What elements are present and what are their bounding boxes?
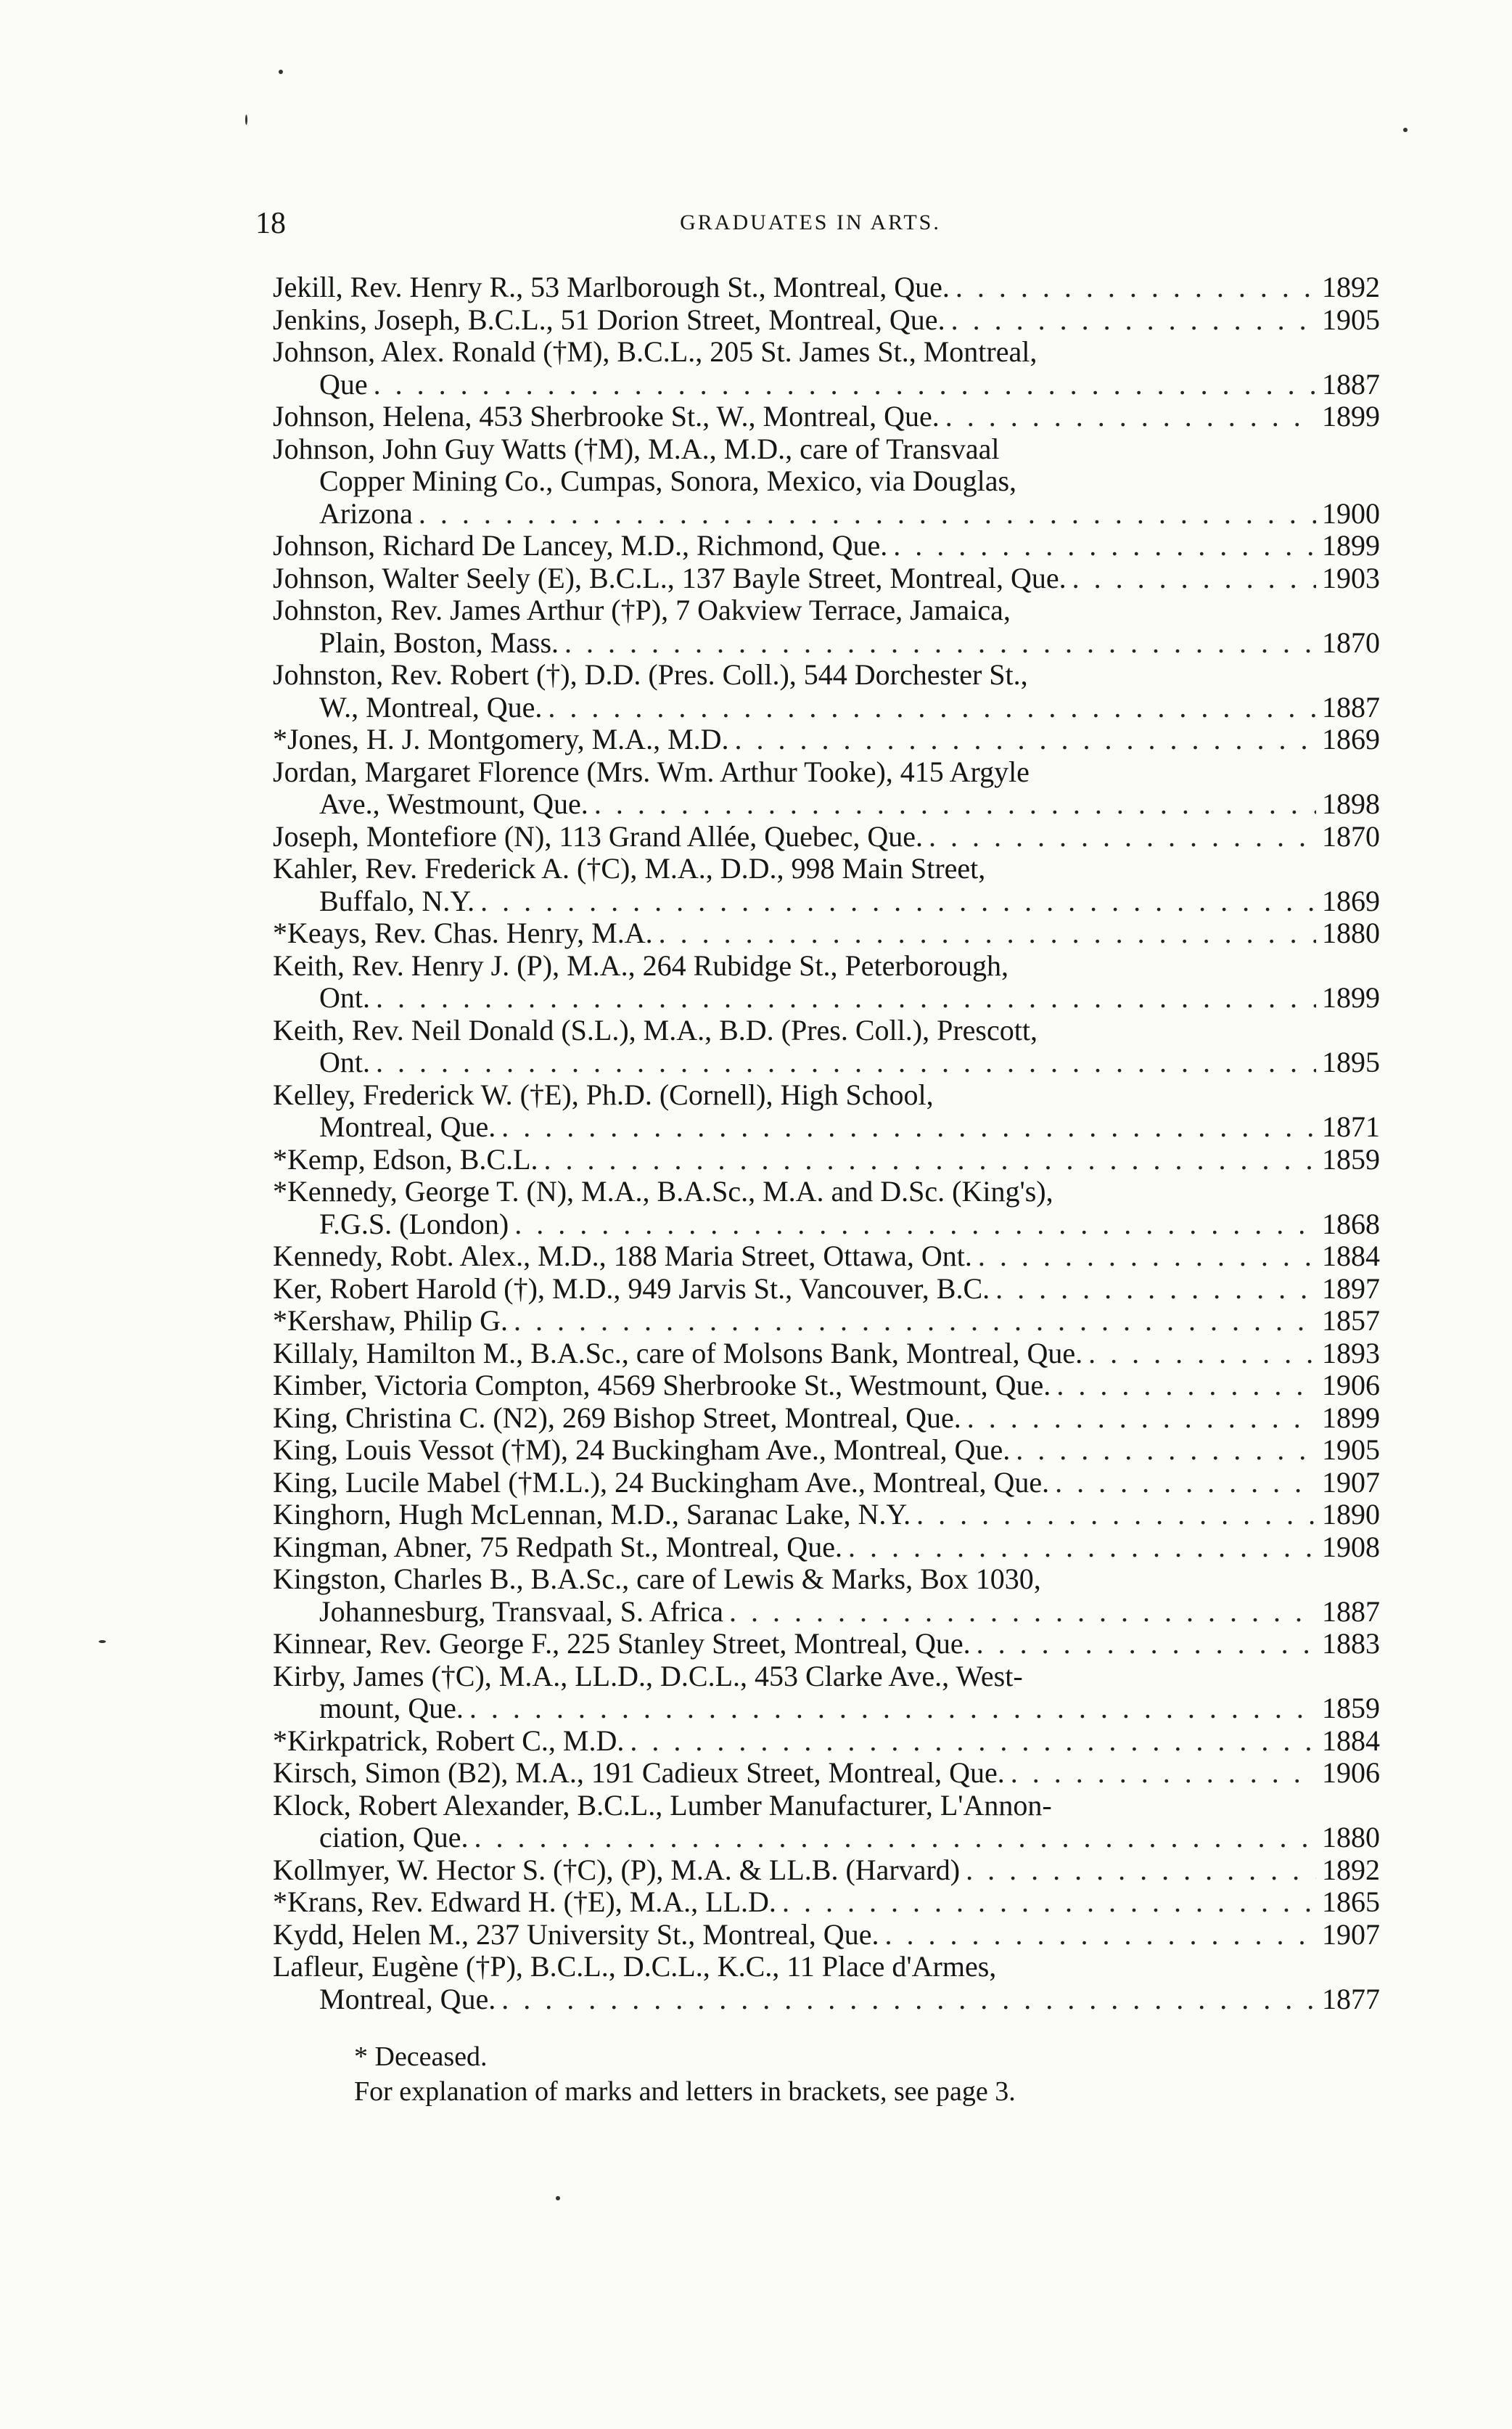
leader-dots <box>1011 1757 1316 1790</box>
entry-text: Montreal, Que. <box>319 1982 496 2015</box>
graduation-year: 1906 <box>1322 1369 1380 1401</box>
entry-text: Kirby, James (†C), M.A., LL.D., D.C.L., 453 Clarke Ave., West- <box>273 1659 1023 1692</box>
leader-dots <box>474 1822 1317 1854</box>
entry-line <box>273 1369 1380 1402</box>
entry-line <box>273 304 1380 337</box>
graduation-year: 1865 <box>1322 1885 1380 1918</box>
entry-line <box>273 659 1380 692</box>
entry-text: Keith, Rev. Henry J. (P), M.A., 264 Rubidge St., Peterborough, <box>273 949 1008 982</box>
entry-line <box>273 369 1380 401</box>
entry-line <box>273 724 1380 756</box>
leader-dots <box>630 1725 1316 1758</box>
leader-dots <box>594 788 1316 821</box>
leader-dots <box>514 1208 1316 1241</box>
entry-line <box>273 692 1380 724</box>
leader-dots <box>480 885 1316 918</box>
graduation-year: 1868 <box>1322 1207 1380 1240</box>
leader-dots <box>884 1919 1316 1951</box>
leader-dots <box>1055 1467 1316 1499</box>
entry-text: mount, Que. <box>319 1692 464 1724</box>
graduation-year: 1859 <box>1322 1692 1380 1724</box>
graduate-entry <box>273 917 1380 950</box>
entry-text: F.G.S. (London) <box>319 1207 509 1240</box>
entry-text: Kelley, Frederick W. (†E), Ph.D. (Cornell), High School, <box>273 1078 934 1111</box>
leader-dots <box>376 1046 1316 1079</box>
leader-dots <box>544 1144 1316 1176</box>
leader-dots <box>1016 1434 1316 1467</box>
entry-line <box>273 465 1380 498</box>
leader-dots <box>548 692 1316 724</box>
graduation-year: 1895 <box>1322 1046 1380 1078</box>
entry-line <box>273 853 1380 885</box>
graduation-year: 1884 <box>1322 1240 1380 1272</box>
entry-line <box>273 336 1380 369</box>
entry-line <box>273 1951 1380 1983</box>
entry-text: Kingston, Charles B., B.A.Sc., care of Lewis & Marks, Box 1030, <box>273 1562 1041 1595</box>
leader-dots <box>729 1596 1316 1629</box>
entry-text: Kahler, Rev. Frederick A. (†C), M.A., D.D., 998 Main Street, <box>273 852 986 885</box>
leader-dots <box>956 271 1316 304</box>
entry-text: Jenkins, Joseph, B.C.L., 51 Dorion Street, Montreal, Que. <box>273 303 945 336</box>
graduation-year: 1859 <box>1322 1142 1380 1176</box>
entry-text: Kinghorn, Hugh McLennan, M.D., Saranac Lake, N.Y. <box>273 1498 911 1531</box>
graduate-entry <box>273 1725 1380 1758</box>
entry-text: Ker, Robert Harold (†), M.D., 949 Jarvis St., Vancouver, B.C. <box>273 1271 990 1305</box>
graduate-entry <box>273 1402 1380 1435</box>
entry-line <box>273 1725 1380 1758</box>
leader-dots <box>782 1886 1316 1919</box>
graduate-entry <box>273 659 1380 724</box>
graduate-entry <box>273 853 1380 917</box>
entry-line <box>273 1983 1380 2016</box>
entry-text: Johnson, Alex. Ronald (†M), B.C.L., 205 St. James St., Montreal, <box>273 335 1038 368</box>
entry-text: W., Montreal, Que. <box>319 690 543 724</box>
graduation-year: 1903 <box>1322 561 1380 594</box>
graduate-entry <box>273 304 1380 337</box>
graduate-entry <box>273 1499 1380 1531</box>
entry-text: Johnson, Helena, 453 Sherbrooke St., W., Montreal, Que. <box>273 400 940 433</box>
scan-speck <box>279 70 283 74</box>
graduation-year: 1890 <box>1322 1498 1380 1531</box>
graduate-entry <box>273 724 1380 756</box>
graduation-year: 1897 <box>1322 1271 1380 1305</box>
entry-text: *Keays, Rev. Chas. Henry, M.A. <box>273 917 653 949</box>
scan-speck <box>99 1640 106 1643</box>
graduate-list <box>273 271 1380 2015</box>
graduation-year: 1899 <box>1322 981 1380 1014</box>
graduation-year: 1870 <box>1322 819 1380 853</box>
entry-text: *Kennedy, George T. (N), M.A., B.A.Sc., M.A. and D.Sc. (King's), <box>273 1175 1053 1208</box>
graduation-year: 1883 <box>1322 1627 1380 1660</box>
entry-line <box>273 1499 1380 1531</box>
graduation-year: 1892 <box>1322 271 1380 303</box>
entry-line <box>273 271 1380 304</box>
entry-text: Killaly, Hamilton M., B.A.Sc., care of Molsons Bank, Montreal, Que. <box>273 1336 1083 1369</box>
entry-text: *Kirkpatrick, Robert C., M.D. <box>273 1724 625 1757</box>
leader-dots <box>735 724 1316 756</box>
leader-dots <box>929 821 1316 853</box>
entry-line <box>273 950 1380 983</box>
entry-line <box>273 982 1380 1015</box>
entry-line <box>273 788 1380 821</box>
running-title: GRADUATES IN ARTS. <box>680 210 941 234</box>
leader-dots <box>501 1111 1316 1144</box>
entry-line <box>273 1660 1380 1693</box>
graduate-entry <box>273 1015 1380 1079</box>
graduation-year: 1892 <box>1322 1853 1380 1886</box>
footnotes <box>354 2039 1016 2109</box>
entry-line <box>273 1757 1380 1790</box>
entry-text: Kirsch, Simon (B2), M.A., 191 Cadieux Street, Montreal, Que. <box>273 1756 1005 1789</box>
entry-line <box>273 594 1380 627</box>
leader-dots <box>514 1305 1316 1338</box>
graduation-year: 1869 <box>1322 884 1380 917</box>
entry-text: Johnson, Richard De Lancey, M.D., Richmond, Que. <box>273 529 888 562</box>
graduate-entry <box>273 1628 1380 1660</box>
entry-text: King, Louis Vessot (†M), 24 Buckingham Ave., Montreal, Que. <box>273 1433 1011 1466</box>
graduate-entry <box>273 1886 1380 1919</box>
scan-speck <box>556 2196 560 2200</box>
graduation-year: 1893 <box>1322 1336 1380 1369</box>
entry-line <box>273 1822 1380 1854</box>
entry-text: Buffalo, N.Y. <box>319 884 475 917</box>
graduation-year: 1877 <box>1322 1982 1380 2015</box>
entry-line <box>273 1628 1380 1660</box>
leader-dots <box>564 627 1316 660</box>
entry-line <box>273 1338 1380 1370</box>
leader-dots <box>967 1402 1316 1435</box>
entry-line <box>273 1919 1380 1951</box>
entry-line <box>273 1208 1380 1241</box>
graduate-entry <box>273 336 1380 401</box>
graduation-year: 1880 <box>1322 1821 1380 1854</box>
entry-line <box>273 1079 1380 1112</box>
graduation-year: 1880 <box>1322 917 1380 949</box>
entry-text: *Kemp, Edson, B.C.L. <box>273 1142 538 1176</box>
graduate-entry <box>273 1563 1380 1628</box>
graduate-entry <box>273 1531 1380 1564</box>
entry-line <box>273 1531 1380 1564</box>
graduate-entry <box>273 1467 1380 1499</box>
graduation-year: 1887 <box>1322 690 1380 724</box>
leader-dots <box>1088 1338 1316 1370</box>
graduate-entry <box>273 1790 1380 1854</box>
entry-line <box>273 1596 1380 1629</box>
entry-line <box>273 1144 1380 1176</box>
entry-text: Que <box>319 367 368 401</box>
leader-dots <box>848 1531 1316 1564</box>
graduate-entry <box>273 1919 1380 1951</box>
graduation-year: 1907 <box>1322 1465 1380 1499</box>
entry-line <box>273 1015 1380 1047</box>
entry-line <box>273 756 1380 789</box>
graduate-entry <box>273 1369 1380 1402</box>
entry-text: King, Christina C. (N2), 269 Bishop Street, Montreal, Que. <box>273 1401 961 1434</box>
graduation-year: 1884 <box>1322 1724 1380 1757</box>
entry-line <box>273 1046 1380 1079</box>
graduation-year: 1899 <box>1322 529 1380 562</box>
entry-line <box>273 530 1380 562</box>
entry-text: Montreal, Que. <box>319 1110 496 1143</box>
leader-dots <box>893 530 1316 562</box>
entry-text: Keith, Rev. Neil Donald (S.L.), M.A., B.D. (Pres. Coll.), Prescott, <box>273 1013 1038 1046</box>
graduation-year: 1899 <box>1322 1401 1380 1434</box>
graduate-entry <box>273 1176 1380 1240</box>
graduate-entry <box>273 271 1380 304</box>
entry-text: King, Lucile Mabel (†M.L.), 24 Buckingham Ave., Montreal, Que. <box>273 1465 1050 1499</box>
entry-text: Ont. <box>319 981 370 1014</box>
graduate-entry <box>273 562 1380 595</box>
page-header <box>255 206 1365 242</box>
entry-text: Kollmyer, W. Hector S. (†C), (P), M.A. & LL.B. (Harvard) <box>273 1853 961 1886</box>
leader-dots <box>659 917 1316 950</box>
graduate-entry <box>273 1144 1380 1176</box>
leader-dots <box>966 1854 1316 1887</box>
graduation-year: 1899 <box>1322 400 1380 433</box>
entry-line <box>273 1790 1380 1822</box>
entry-line <box>273 1467 1380 1499</box>
leader-dots <box>376 982 1316 1015</box>
graduation-year: 1871 <box>1322 1110 1380 1143</box>
graduate-entry <box>273 433 1380 531</box>
graduate-entry <box>273 1338 1380 1370</box>
footnote-deceased: * Deceased. <box>354 2041 488 2072</box>
entry-line <box>273 1563 1380 1596</box>
entry-text: Kennedy, Robt. Alex., M.D., 188 Maria Street, Ottawa, Ont. <box>273 1240 972 1272</box>
entry-line <box>273 627 1380 660</box>
entry-line <box>273 562 1380 595</box>
graduate-entry <box>273 1854 1380 1887</box>
entry-text: *Jones, H. J. Montgomery, M.A., M.D. <box>273 723 729 755</box>
graduate-entry <box>273 594 1380 659</box>
graduate-entry <box>273 1757 1380 1790</box>
entry-text: Jordan, Margaret Florence (Mrs. Wm. Arthur Tooke), 415 Argyle <box>273 755 1030 788</box>
graduation-year: 1898 <box>1322 787 1380 820</box>
leader-dots <box>977 1628 1316 1660</box>
entry-text: Kydd, Helen M., 237 University St., Montreal, Que. <box>273 1917 879 1951</box>
graduation-year: 1905 <box>1322 303 1380 336</box>
graduation-year: 1870 <box>1322 626 1380 659</box>
leader-dots <box>469 1692 1316 1725</box>
graduation-year: 1887 <box>1322 1594 1380 1628</box>
graduate-entry <box>273 821 1380 853</box>
graduation-year: 1900 <box>1322 496 1380 530</box>
scan-speck <box>245 115 247 125</box>
entry-line <box>273 1854 1380 1887</box>
graduation-year: 1907 <box>1322 1917 1380 1951</box>
entry-text: Lafleur, Eugène (†P), B.C.L., D.C.L., K.C., 11 Place d'Armes, <box>273 1950 997 1983</box>
graduation-year: 1906 <box>1322 1756 1380 1789</box>
entry-line <box>273 1240 1380 1273</box>
graduate-entry <box>273 1951 1380 2015</box>
entry-line <box>273 433 1380 466</box>
entry-line <box>273 1176 1380 1208</box>
entry-line <box>273 1434 1380 1467</box>
entry-text: Ave., Westmount, Que. <box>319 787 588 820</box>
entry-text: Copper Mining Co., Cumpas, Sonora, Mexico, via Douglas, <box>319 464 1017 497</box>
entry-line <box>273 1273 1380 1306</box>
entry-line <box>273 1305 1380 1338</box>
graduate-entry <box>273 1305 1380 1338</box>
entry-text: *Kershaw, Philip G. <box>273 1304 509 1337</box>
entry-text: Arizona <box>319 496 413 530</box>
entry-text: Joseph, Montefiore (N), 113 Grand Allée, Quebec, Que. <box>273 819 924 853</box>
entry-text: Johnston, Rev. James Arthur (†P), 7 Oakview Terrace, Jamaica, <box>273 594 1011 626</box>
entry-text: Kinnear, Rev. George F., 225 Stanley Street, Montreal, Que. <box>273 1627 971 1660</box>
leader-dots <box>501 1983 1316 2016</box>
entry-line <box>273 498 1380 531</box>
graduation-year: 1869 <box>1322 723 1380 755</box>
scan-speck <box>1403 128 1408 132</box>
graduate-entry <box>273 1079 1380 1144</box>
graduate-entry <box>273 401 1380 433</box>
entry-line <box>273 1886 1380 1919</box>
entry-text: Johnston, Rev. Robert (†), D.D. (Pres. Coll.), 544 Dorchester St., <box>273 658 1028 691</box>
entry-line <box>273 885 1380 918</box>
entry-text: Johnson, John Guy Watts (†M), M.A., M.D., care of Transvaal <box>273 432 1000 465</box>
leader-dots <box>419 498 1316 531</box>
footnote-explanation: For explanation of marks and letters in brackets, see page 3. <box>354 2076 1016 2107</box>
entry-text: ciation, Que. <box>319 1821 469 1854</box>
entry-line <box>273 821 1380 853</box>
entry-text: Kimber, Victoria Compton, 4569 Sherbrooke St., Westmount, Que. <box>273 1369 1051 1401</box>
graduate-entry <box>273 1240 1380 1273</box>
entry-text: *Krans, Rev. Edward H. (†E), M.A., LL.D. <box>273 1885 776 1918</box>
graduate-entry <box>273 530 1380 562</box>
entry-line <box>273 1111 1380 1144</box>
leader-dots <box>374 369 1316 401</box>
graduate-entry <box>273 1660 1380 1725</box>
graduate-entry <box>273 1273 1380 1306</box>
entry-text: Klock, Robert Alexander, B.C.L., Lumber Manufacturer, L'Annon- <box>273 1788 1052 1822</box>
entry-line <box>273 401 1380 433</box>
entry-text: Johannesburg, Transvaal, S. Africa <box>319 1594 723 1628</box>
entry-line <box>273 917 1380 950</box>
graduation-year: 1908 <box>1322 1530 1380 1563</box>
entry-text: Plain, Boston, Mass. <box>319 626 559 659</box>
entry-text: Kingman, Abner, 75 Redpath St., Montreal, Que. <box>273 1530 842 1563</box>
entry-text: Jekill, Rev. Henry R., 53 Marlborough St., Montreal, Que. <box>273 271 950 303</box>
leader-dots <box>995 1273 1316 1306</box>
graduation-year: 1857 <box>1322 1304 1380 1337</box>
graduation-year: 1905 <box>1322 1433 1380 1466</box>
graduate-entry <box>273 1434 1380 1467</box>
leader-dots <box>951 304 1316 337</box>
page-number: 18 <box>255 207 286 240</box>
leader-dots <box>945 401 1316 433</box>
graduate-entry <box>273 756 1380 821</box>
graduation-year: 1887 <box>1322 367 1380 401</box>
entry-text: Johnson, Walter Seely (E), B.C.L., 137 Bayle Street, Montreal, Que. <box>273 561 1067 594</box>
entry-text: Ont. <box>319 1046 370 1078</box>
leader-dots <box>916 1499 1316 1531</box>
entry-line <box>273 1402 1380 1435</box>
leader-dots <box>978 1240 1316 1273</box>
entry-line <box>273 1692 1380 1725</box>
leader-dots <box>1072 562 1316 595</box>
leader-dots <box>1056 1369 1316 1402</box>
graduate-entry <box>273 950 1380 1015</box>
